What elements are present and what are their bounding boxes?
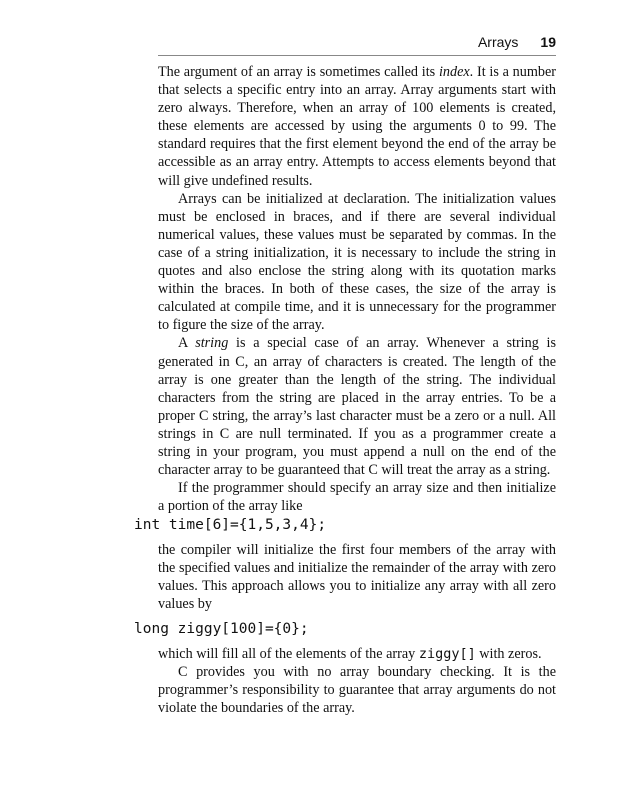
paragraph-initialization: Arrays can be initialized at declaration. The initialization values must be enclosed in braces, and if there are several individual numerical values, these values must be separated by commas. In the case of a string initialization, it is necessary to include the string in quotes and also enclose the string along with its quotation marks within the braces. In both of these cases, the size of the array is calculated at compile time, and it is unnecessary for the programmer to figure the size of the array. (158, 190, 556, 334)
paragraph-partial-init: If the programmer should specify an array size and then initialize a portion of the array like (158, 480, 556, 515)
page-number: 19 (540, 34, 556, 50)
paragraph-text: The argument of an array is sometimes called its (158, 64, 439, 80)
inline-code-ziggy: ziggy[] (418, 646, 476, 662)
emphasis-index: index (438, 64, 470, 80)
body-text-block-2 (158, 541, 556, 613)
paragraph-text: which will fill all of the elements of the array (158, 646, 419, 662)
paragraph-index (158, 63, 556, 190)
paragraph-text: . It is a number that selects a specific entry into an array. Array arguments start with zero always. Therefore, when an array of 100 elements is created, these elements are accessed by using the arguments 0 to 99. The standard requires that the first element beyond the end of the array be accessible as an array entry. Attempts to access elements beyond that will give undefined results. (158, 64, 556, 189)
body-text-block-1 (158, 63, 556, 515)
emphasis-string: string (195, 335, 229, 352)
paragraph-text: is a special case of an array. Whenever a string is generated in C, an array of characters is created. The length of the array is one greater than the length of the string. The individual characters from the string are placed in the array entries. To be a proper C string, the array’s last character must be a zero or a null. All strings in C are null terminated. If you as a programmer create a string in your program, you must append a null on the end of the character array to be guaranteed that C will treat the array as a string. (158, 335, 556, 479)
section-title: Arrays (477, 34, 519, 50)
running-head (0, 34, 556, 50)
code-example-time: int time[6]={1,5,3,4}; (134, 517, 327, 533)
paragraph-fill-zeros (158, 645, 556, 663)
code-example-ziggy: long ziggy[100]={0}; (134, 621, 309, 637)
body-text-block-3 (158, 645, 556, 717)
paragraph-bounds-checking: C provides you with no array boundary checking. It is the programmer’s responsibility to guarantee that array arguments do not violate the boundaries of the array. (158, 664, 556, 717)
paragraph-compiler: the compiler will initialize the first four members of the array with the specified values and initialize the remainder of the array with zero values. This approach allows you to initialize any array with all zero values by (158, 542, 556, 613)
paragraph-text: A (178, 335, 196, 352)
paragraph-text: with zeros. (475, 646, 542, 662)
header-rule (158, 55, 556, 56)
paragraph-string (158, 334, 556, 479)
